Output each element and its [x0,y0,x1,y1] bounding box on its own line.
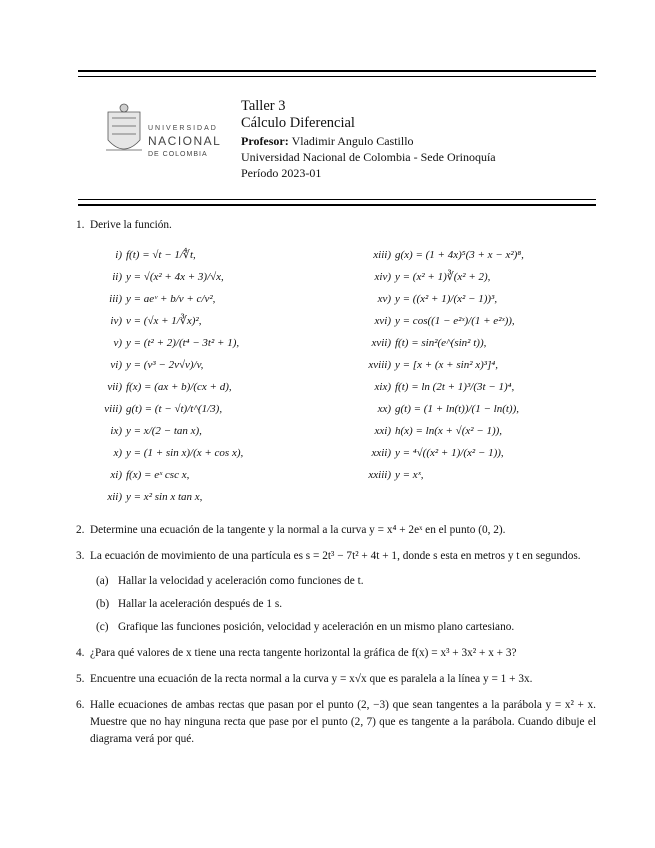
problem-3 [76,548,596,636]
item-numeral: xi) [110,469,122,481]
derivative-item [90,420,339,442]
item-numeral: ix) [110,425,122,437]
mid-rule-thick [78,204,596,206]
doc-title: Taller 3 [241,98,286,114]
sub-label: (b) [96,598,110,610]
derivative-item [90,376,339,398]
item-expression: y = (x² + 1)∛(x² + 2), [395,271,491,283]
item-numeral: xv) [377,293,391,305]
derivative-item [347,420,596,442]
derivative-list [90,244,596,508]
item-numeral: iv) [110,315,122,327]
item-expression: v = (√x + 1/∛x)², [126,315,202,327]
derivative-item [347,266,596,288]
problem-text: Encuentre una ecuación de la recta normal a la curva y = x√x que es paralela a la línea y = 1 + 3x. [90,673,533,685]
top-rule-thin [78,76,596,77]
item-numeral: xiii) [373,249,391,261]
item-expression: y = aeᵛ + b/v + c/v², [126,293,216,305]
item-expression: y = (t² + 2)/(t⁴ − 3t² + 1), [126,337,240,349]
sub-text: Hallar la velocidad y aceleración como funciones de t. [118,575,364,587]
problem-1 [76,217,596,508]
item-expression: f(x) = eˣ csc x, [126,469,190,481]
problem-number: 1. [76,219,85,231]
derivative-column-right [339,244,596,508]
item-numeral: iii) [109,293,122,305]
derivative-item [347,398,596,420]
item-numeral: xviii) [368,359,391,371]
item-expression: y = ⁴√((x² + 1)/(x² − 1)), [395,447,504,459]
item-expression: y = cos((1 − e²ˣ)/(1 + e²ˣ)), [395,315,515,327]
derivative-item [90,398,339,420]
item-numeral: vi) [110,359,122,371]
item-numeral: i) [115,249,122,261]
item-expression: y = √(x² + 4x + 3)/√x, [126,271,224,283]
item-numeral: ii) [112,271,122,283]
problem-number: 2. [76,524,85,536]
item-expression: f(t) = ln (2t + 1)³/(3t − 1)⁴, [395,381,515,393]
derivative-column-left [90,244,339,508]
derivative-item [347,354,596,376]
derivative-item [90,464,339,486]
item-expression: f(t) = sin²(e^(sin² t)), [395,337,487,349]
problem-number: 3. [76,550,85,562]
item-expression: y = (1 + sin x)/(x + cos x), [126,447,244,459]
sub-label: (a) [96,575,109,587]
problem-4 [76,645,596,662]
item-expression: g(t) = (1 + ln(t))/(1 − ln(t)), [395,403,519,415]
item-expression: g(t) = (t − √t)/t^(1/3), [126,403,223,415]
item-expression: f(t) = √t − 1/∜t, [126,249,196,261]
sub-text: Hallar la aceleración después de 1 s. [118,598,283,610]
sub-text: Grafique las funciones posición, velocidad y aceleración en un mismo plano cartesiano. [118,621,515,633]
professor-name: Vladimir Angulo Castillo [291,134,414,148]
derivative-item [90,288,339,310]
item-numeral: vii) [107,381,122,393]
item-numeral: xvi) [374,315,391,327]
problem-text: Halle ecuaciones de ambas rectas que pasan por el punto (2, −3) que sean tangentes a la parábola y = x² + x. Muestre que no hay ninguna recta que pase por el punto (2, 7) que es tangente a la parábola. Cuando dibuje el diagrama verá por qué. [90,699,596,745]
item-expression: y = x² sin x tan x, [126,491,203,503]
item-numeral: xx) [377,403,391,415]
doc-subtitle: Cálculo Diferencial [241,115,355,131]
header-text [241,98,496,181]
sub-label: (c) [96,621,109,633]
mid-rule-thin [78,199,596,200]
institution: Universidad Nacional de Colombia - Sede Orinoquía [241,150,496,164]
item-expression: f(x) = (ax + b)/(cx + d), [126,381,232,393]
problem-list [76,217,596,757]
derivative-item [90,310,339,332]
item-numeral: xix) [374,381,391,393]
problem-text: Derive la función. [90,219,172,231]
item-numeral: v) [113,337,122,349]
logo-text-2: NACIONAL [148,134,222,148]
derivative-item [90,266,339,288]
item-expression: y = [x + (x + sin² x)³]⁴, [395,359,498,371]
derivative-item [90,244,339,266]
problem-5 [76,671,596,688]
item-numeral: xii) [107,491,122,503]
professor-label: Profesor: [241,134,289,148]
derivative-item [347,244,596,266]
problem-text: La ecuación de movimiento de una partícula es s = 2t³ − 7t² + 4t + 1, donde s esta en metros y t en segundos. [90,550,581,562]
period: Período 2023-01 [241,166,322,180]
university-logo [100,100,230,170]
problem-number: 6. [76,699,85,711]
coat-of-arms-icon [106,104,142,150]
derivative-item [90,442,339,464]
problem-number: 5. [76,673,85,685]
problem-number: 4. [76,647,85,659]
item-expression: y = xˣ, [395,469,424,481]
problem-text: Determine una ecuación de la tangente y la normal a la curva y = x⁴ + 2eˣ en el punto (0, 2). [90,524,506,536]
item-expression: h(x) = ln(x + √(x² − 1)), [395,425,503,437]
top-rule-thick [78,70,596,72]
item-numeral: viii) [104,403,122,415]
logo-text-1: UNIVERSIDAD [148,125,218,132]
sub-item-a [96,573,596,590]
item-expression: y = (v³ − 2v√v)/v, [126,359,204,371]
item-expression: g(x) = (1 + 4x)⁵(3 + x − x²)⁸, [395,249,524,261]
sub-item-b [96,596,596,613]
derivative-item [347,376,596,398]
professor-line [241,133,496,149]
item-numeral: xxi) [374,425,391,437]
item-numeral: xxii) [371,447,391,459]
item-numeral: xxiii) [368,469,391,481]
derivative-item [90,332,339,354]
sub-items [96,573,596,636]
problem-2 [76,522,596,539]
derivative-item [90,354,339,376]
derivative-item [347,332,596,354]
item-expression: y = ((x² + 1)/(x² − 1))³, [395,293,498,305]
derivative-item [347,310,596,332]
item-numeral: x) [113,447,122,459]
logo-text-3: DE COLOMBIA [148,151,208,158]
derivative-item [347,442,596,464]
item-expression: y = x/(2 − tan x), [126,425,202,437]
header [78,96,596,186]
derivative-item [347,464,596,486]
derivative-item [90,486,339,508]
problem-text: ¿Para qué valores de x tiene una recta tangente horizontal la gráfica de f(x) = x³ + 3x² + x + 3? [90,647,517,659]
sub-item-c [96,619,596,636]
item-numeral: xiv) [374,271,391,283]
problem-6 [76,697,596,748]
derivative-item [347,288,596,310]
item-numeral: xvii) [371,337,391,349]
